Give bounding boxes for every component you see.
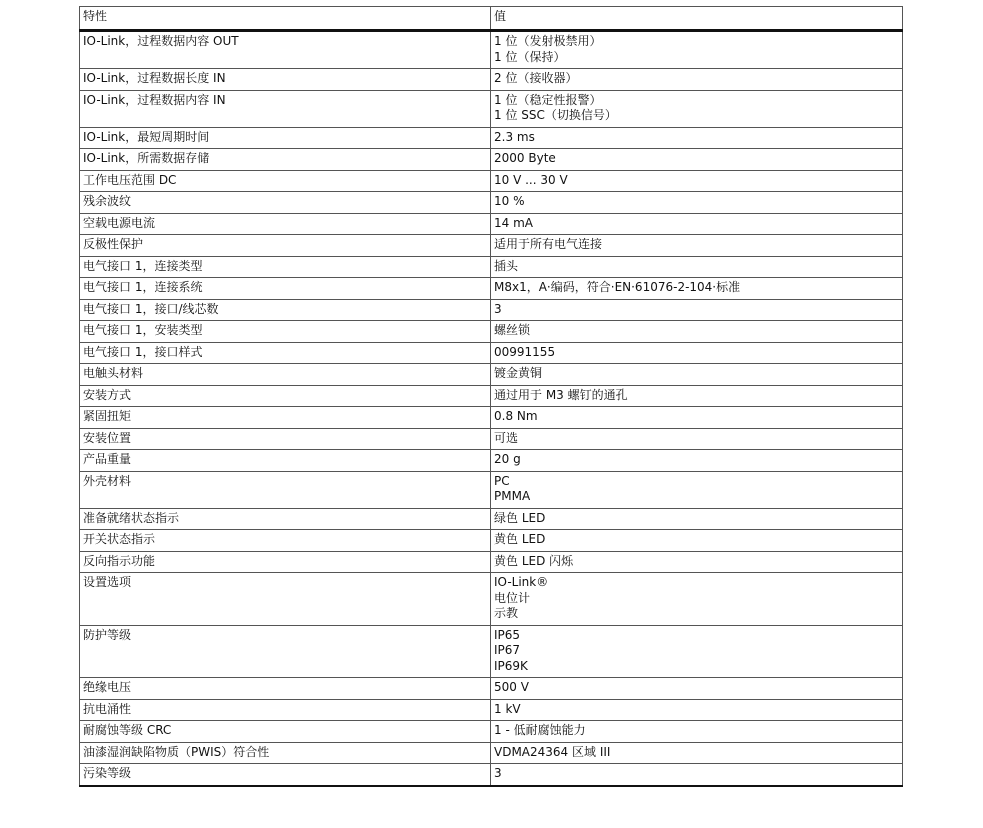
table-row [80,235,903,257]
value-line: 插头 [494,258,519,273]
property-cell: 污染等级 [80,764,491,786]
property-cell: IO-Link，最短周期时间 [80,127,491,149]
value-cell [491,31,903,69]
value-cell [491,385,903,407]
property-cell: 抗电涌性 [80,699,491,721]
table-row [80,385,903,407]
property-cell: 电气接口 1，连接系统 [80,278,491,300]
value-line: PC [494,473,510,488]
table-row [80,699,903,721]
value-cell [491,471,903,508]
property-cell: 安装方式 [80,385,491,407]
value-line: IO-Link® [494,575,549,589]
property-cell: IO-Link，所需数据存储 [80,149,491,171]
property-cell: IO-Link，过程数据内容 OUT [80,31,491,69]
value-cell [491,278,903,300]
value-line: 电位计 [494,590,531,605]
value-cell [491,235,903,257]
property-cell: 电气接口 1，安装类型 [80,321,491,343]
value-line: 1 kV [494,701,521,716]
table-row [80,625,903,678]
value-cell [491,721,903,743]
table-row [80,170,903,192]
table-row [80,69,903,91]
table-row [80,428,903,450]
value-cell [491,299,903,321]
property-cell: 空载电源电流 [80,213,491,235]
value-cell [491,742,903,764]
value-line: 14 mA [494,215,533,230]
property-cell: 油漆湿润缺陷物质（PWIS）符合性 [80,742,491,764]
property-cell: 电气接口 1，连接类型 [80,256,491,278]
value-cell [491,530,903,552]
table-row [80,213,903,235]
table-row [80,364,903,386]
table-row [80,764,903,786]
property-cell: 反极性保护 [80,235,491,257]
property-cell: 反向指示功能 [80,551,491,573]
value-line: 螺丝锁 [494,323,531,337]
table-row [80,31,903,69]
table-row [80,551,903,573]
value-line: 20 g [494,452,521,466]
value-line: 1 - 低耐腐蚀能力 [494,723,586,737]
table-row [80,530,903,552]
value-cell [491,321,903,343]
table-row [80,407,903,429]
table-header [80,7,903,31]
table-row [80,721,903,743]
value-cell [491,508,903,530]
value-line: 绿色 LED [494,510,546,525]
value-line: 1 位（发射极禁用） [494,34,602,48]
table-row [80,508,903,530]
value-line: IP65 [494,627,521,642]
property-cell: 残余波纹 [80,192,491,214]
value-cell [491,678,903,700]
value-cell [491,342,903,364]
value-line: 2 位（接收器） [494,71,578,85]
value-cell [491,428,903,450]
value-line: 通过用于 M3 螺钉的通孔 [494,387,628,402]
table-row [80,678,903,700]
value-line: 1 位（保持） [494,49,566,64]
value-cell [491,364,903,386]
table-row [80,192,903,214]
table-row [80,471,903,508]
property-cell: IO-Link，过程数据长度 IN [80,69,491,91]
value-cell [491,90,903,127]
property-cell: 耐腐蚀等级 CRC [80,721,491,743]
spec-table [79,6,903,787]
value-cell [491,127,903,149]
table-row [80,256,903,278]
property-cell: 电气接口 1，接口/线芯数 [80,299,491,321]
value-line: 3 [494,766,502,780]
table-row [80,149,903,171]
property-cell: 电触头材料 [80,364,491,386]
value-line: 00991155 [494,344,556,359]
value-cell [491,192,903,214]
table-row [80,127,903,149]
table-row [80,342,903,364]
value-line: 3 [494,301,502,316]
value-line: IP67 [494,643,521,657]
value-cell [491,450,903,472]
property-cell: 工作电压范围 DC [80,170,491,192]
value-cell [491,256,903,278]
property-cell: 绝缘电压 [80,678,491,700]
property-cell: 安装位置 [80,428,491,450]
value-line: PMMA [494,489,531,503]
value-line: 镀金黄铜 [494,366,543,380]
property-cell: 设置选项 [80,573,491,626]
value-line: 10 % [494,194,525,208]
table-row [80,321,903,343]
table-row [80,90,903,127]
value-cell [491,699,903,721]
property-cell: 防护等级 [80,625,491,678]
value-line: 黄色 LED [494,532,546,546]
value-line: 2.3 ms [494,129,535,144]
property-cell: 外壳材料 [80,471,491,508]
value-line: 适用于所有电气连接 [494,237,603,251]
value-line: 1 位 SSC（切换信号） [494,108,617,122]
table-row [80,450,903,472]
value-cell [491,407,903,429]
header-property: 特性 [80,7,491,31]
value-cell [491,625,903,678]
value-cell [491,69,903,91]
value-line: M8x1，A·编码，符合·EN·61076-2-104·标准 [494,280,741,294]
property-cell: 产品重量 [80,450,491,472]
property-cell: 开关状态指示 [80,530,491,552]
property-cell: 电气接口 1，接口样式 [80,342,491,364]
table-row [80,278,903,300]
value-cell [491,213,903,235]
table-body [80,31,903,786]
value-line: 1 位（稳定性报警） [494,92,602,107]
table-row [80,299,903,321]
property-cell: IO-Link，过程数据内容 IN [80,90,491,127]
table-row [80,742,903,764]
value-line: 黄色 LED 闪烁 [494,553,574,568]
value-cell [491,551,903,573]
value-line: 10 V ... 30 V [494,172,568,187]
value-line: VDMA24364 区域 III [494,744,611,759]
value-line: IP69K [494,658,528,673]
value-line: 2000 Byte [494,151,556,165]
header-row [80,7,903,31]
value-cell [491,764,903,786]
value-cell [491,170,903,192]
header-value: 值 [491,7,903,31]
value-line: 0.8 Nm [494,409,538,423]
value-line: 500 V [494,680,529,694]
property-cell: 准备就绪状态指示 [80,508,491,530]
value-line: 可选 [494,430,519,445]
table-row [80,573,903,626]
value-line: 示教 [494,606,519,620]
value-cell [491,149,903,171]
property-cell: 紧固扭矩 [80,407,491,429]
value-cell [491,573,903,626]
